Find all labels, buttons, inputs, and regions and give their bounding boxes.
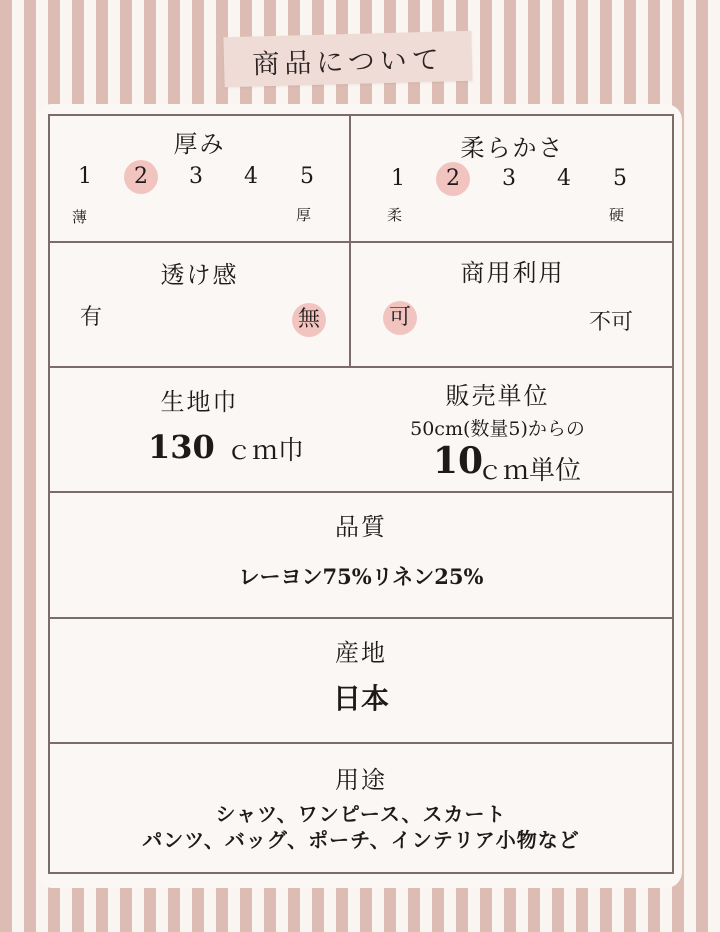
thickness-scale-4: 4 bbox=[244, 164, 258, 189]
fabric-width-cell bbox=[50, 368, 349, 491]
softness-scale-4: 4 bbox=[557, 166, 571, 191]
transparency-option-yes: 有 bbox=[79, 305, 102, 330]
product-info-card bbox=[36, 104, 682, 888]
softness-max-label: 硬 bbox=[609, 206, 625, 224]
quality-label: 品質 bbox=[335, 513, 387, 541]
usage-line-1: シャツ、ワンピース、スカート bbox=[215, 802, 507, 826]
origin-value: 日本 bbox=[332, 682, 389, 715]
sales-unit-label: 販売単位 bbox=[445, 382, 550, 410]
sales-unit-note: 50cm(数量5)からの bbox=[410, 418, 585, 440]
softness-scale-2-selected: 2 bbox=[436, 162, 470, 196]
usage-cell bbox=[50, 744, 672, 872]
thickness-scale-3: 3 bbox=[189, 164, 203, 189]
quality-cell bbox=[50, 493, 672, 617]
usage-line-2: パンツ、バッグ、ポーチ、インテリア小物など bbox=[142, 828, 580, 852]
thickness-scale-1: 1 bbox=[78, 164, 92, 189]
transparency-cell bbox=[50, 243, 349, 366]
section-title: 商品について bbox=[251, 43, 445, 80]
quality-value: レーヨン75%リネン25% bbox=[238, 564, 484, 589]
softness-scale-1: 1 bbox=[391, 166, 405, 191]
sales-unit-cell bbox=[349, 368, 674, 491]
thickness-max-label: 厚 bbox=[296, 206, 312, 224]
transparency-option-no-selected: 無 bbox=[292, 303, 326, 337]
origin-cell bbox=[50, 619, 672, 742]
thickness-scale-2-selected: 2 bbox=[124, 160, 158, 194]
commercial-option-not-allowed: 不可 bbox=[589, 310, 634, 335]
sales-unit-unit: ｃｍ単位 bbox=[477, 456, 582, 486]
sales-unit-value: 10 bbox=[433, 440, 484, 482]
softness-min-label: 柔 bbox=[387, 206, 403, 224]
softness-scale-3: 3 bbox=[502, 166, 516, 191]
origin-label: 産地 bbox=[335, 639, 387, 667]
commercial-use-label: 商用利用 bbox=[460, 259, 565, 287]
commercial-option-allowed-selected: 可 bbox=[383, 301, 417, 335]
fabric-width-unit: ｃｍ巾 bbox=[226, 436, 305, 466]
fabric-width-label: 生地巾 bbox=[160, 388, 239, 416]
thickness-min-label: 薄 bbox=[72, 208, 88, 226]
softness-cell bbox=[351, 116, 674, 241]
commercial-use-cell bbox=[351, 243, 674, 366]
thickness-label: 厚み bbox=[173, 130, 226, 158]
thickness-scale-5: 5 bbox=[300, 164, 314, 189]
softness-scale-5: 5 bbox=[613, 166, 627, 191]
section-title-tag bbox=[223, 31, 472, 87]
thickness-cell bbox=[50, 116, 349, 241]
fabric-width-value: 130 bbox=[148, 428, 215, 466]
usage-label: 用途 bbox=[335, 766, 387, 794]
softness-label: 柔らかさ bbox=[460, 134, 565, 162]
transparency-label: 透け感 bbox=[160, 261, 239, 289]
info-grid bbox=[48, 114, 674, 874]
